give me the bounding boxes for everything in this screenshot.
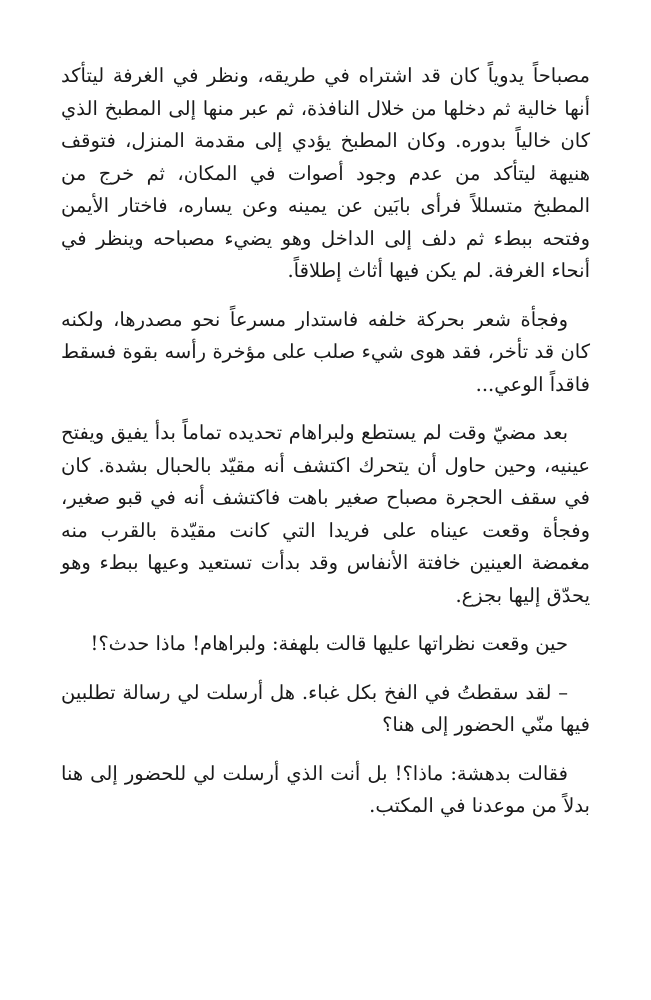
paragraph-gap <box>61 742 590 758</box>
paragraph-5: – لقد سقطتُ في الفخ بكل غباء. هل أرسلت لي رسالة تطلبين فيها منّي الحضور إلى هنا؟ <box>61 680 590 736</box>
paragraph-3: بعد مضيّ وقت لم يستطع ولبراهام تحديده تماماً بدأ يفيق ويفتح عينيه، وحين حاول أن يتحرك اكتشف أنه مقيّد بالحبال بشدة. كان في سقف الحجرة مصباح صغير باهت فاكتشف أنه في قبو صغير، وفجأة وقعت عيناه على فريدا التي كانت مقيّدة بالقرب منه مغمضة العينين خافتة الأنفاس وقد بدأت تستعيد وعيها ببطء وهو يحدّق إليها بجزع. <box>61 421 590 607</box>
paragraph-gap <box>61 288 590 304</box>
paragraph-6: فقالت بدهشة: ماذا؟! بل أنت الذي أرسلت لي للحضور إلى هنا بدلاً من موعدنا في المكتب. <box>61 761 590 817</box>
paragraph-1: مصباحاً يدوياً كان قد اشتراه في طريقه، ونظر في الغرفة ليتأكد أنها خالية ثم دخلها من خلال النافذة، ثم عبر منها إلى المطبخ الذي كان خالياً بدوره. وكان المطبخ يؤدي إلى مقدمة المنزل، فتوقف هنيهة ليتأكد من عدم وجود أصوات في المكان، ثم خرج من المطبخ متسللاً فرأى بابَين عن يمينه وعن يساره، فاختار الأيمن وفتحه ببطء ثم دلف إلى الداخل وهو يضيء مصباحه وينظر في أنحاء الغرفة. لم يكن فيها أثاث إطلاقاً. <box>61 64 590 282</box>
paragraph-4: حين وقعت نظراتها عليها قالت بلهفة: ولبراهام! ماذا حدث؟! <box>90 632 568 655</box>
paragraph-gap <box>61 661 590 677</box>
paragraph-gap <box>61 401 590 417</box>
paragraph-2: وفجأة شعر بحركة خلفه فاستدار مسرعاً نحو مصدرها، ولكنه كان قد تأخر، فقد هوى شيء صلب على مؤخرة رأسه بقوة فسقط فاقداً الوعي... <box>61 307 590 396</box>
paragraph-gap <box>61 612 590 628</box>
